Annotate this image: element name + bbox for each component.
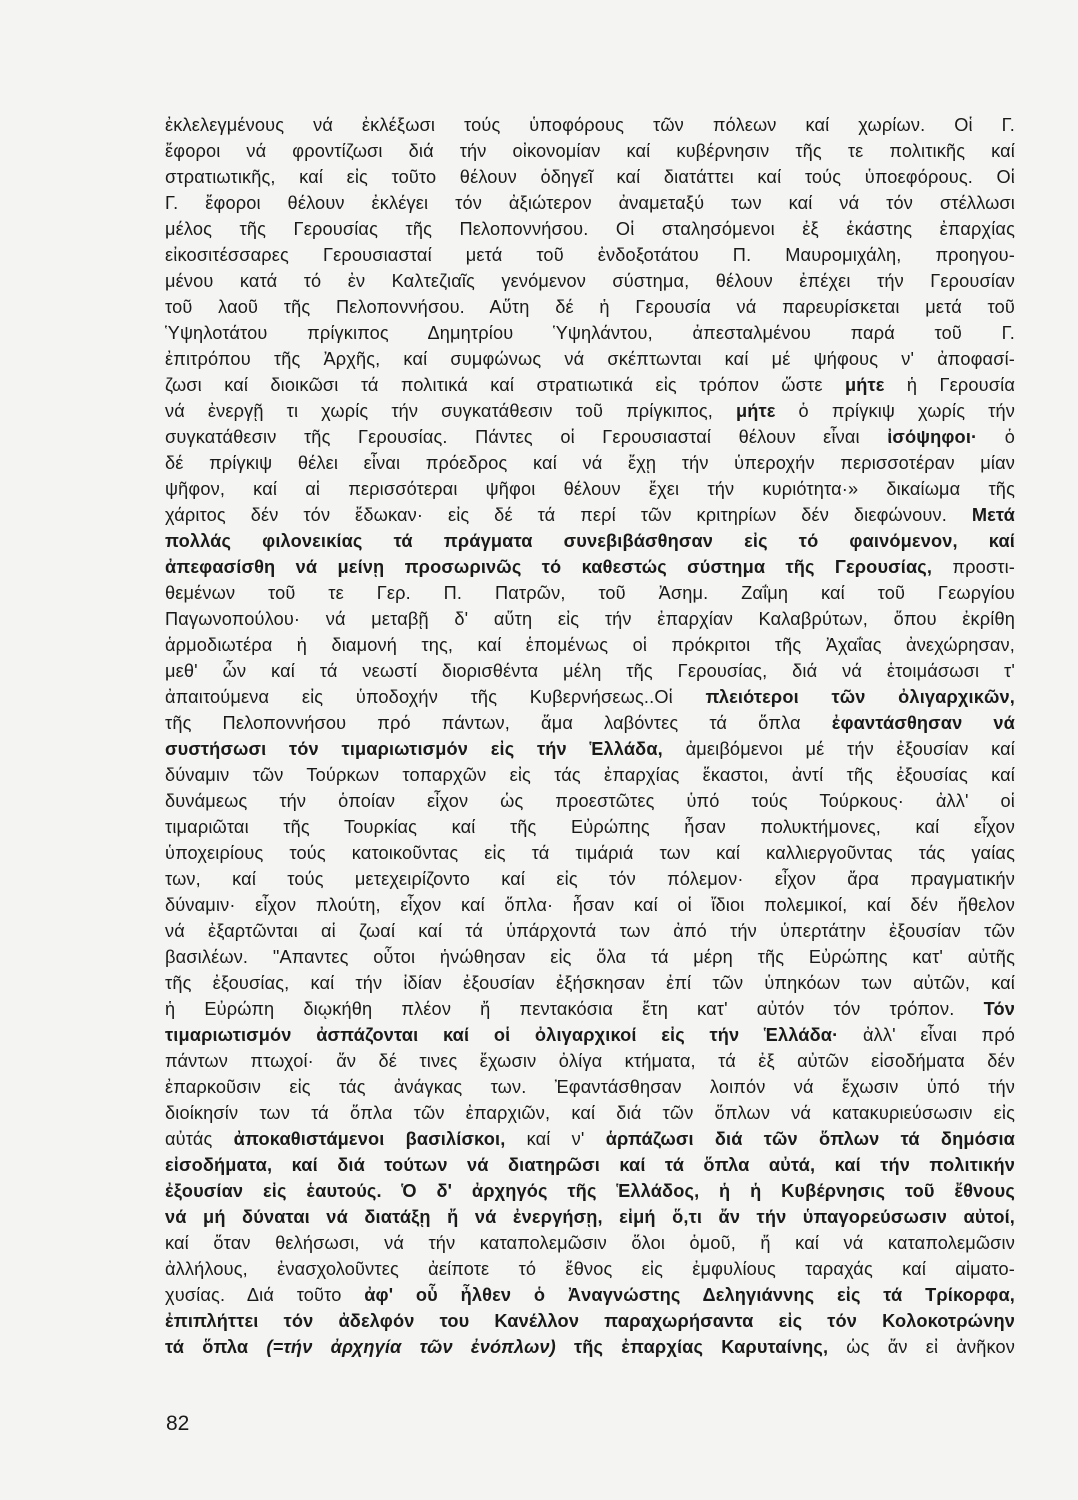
text-segment: τῆς Πελοποννήσου πρό πάντων, ἅμα λαβόντες τά ὅπλα	[165, 713, 832, 733]
bold-segment: μήτε	[844, 375, 885, 395]
text-segment: θεμένων τοῦ τε Γερ. Π. Πατρῶν, τοῦ Ἀσημ. Ζαΐμη καί τοῦ Γεωργίου	[165, 583, 1015, 603]
text-segment: ὁ	[977, 427, 1015, 447]
text-segment: ἡ Εὐρώπη διῳκήθη πλέον ἤ πεντακόσια ἔτη κατ' αὐτόν τόν τρόπον.	[165, 999, 984, 1019]
text-line	[165, 502, 1015, 528]
text-segment: ἀπαιτούμενα εἰς ὑποδοχήν τῆς Κυβερνήσεως..Οἱ	[165, 687, 706, 707]
bold-segment	[266, 1337, 556, 1357]
text-segment: δύναμιν· εἶχον πλούτη, εἶχον καί ὅπλα· ἦσαν καί οἱ ἴδιοι πολεμικοί, καί δέν ἤθελον	[165, 895, 1015, 915]
text-segment: ἁρμοδιωτέρα ἡ διαμονή της, καί ἑπομένως οἱ πρόκριτοι τῆς Ἀχαΐας ἀνεχώρησαν,	[165, 635, 1015, 655]
text-line	[165, 1178, 1015, 1204]
text-line	[165, 892, 1015, 918]
text-line	[165, 190, 1015, 216]
bold-segment: συστήσωσι τόν τιμαριωτισμόν εἰς τήν Ἑλλάδα,	[165, 739, 663, 759]
text-line	[165, 606, 1015, 632]
bold-segment: πλειότεροι τῶν ὀλιγαρχικῶν,	[705, 687, 1015, 707]
text-line	[165, 216, 1015, 242]
text-segment: ἐπιτρόπου τῆς Ἀρχῆς, καί συμφώνως νά σκέπτωνται καί μέ ψήφους ν' ἀποφασί-	[165, 349, 1015, 369]
bold-segment: νά μή δύναται νά διατάξῃ ἤ νά ἐνεργήσῃ, εἰμή ὅ,τι ἄν τήν ὑπαγορεύσωσιν αὐτοί,	[165, 1207, 1015, 1227]
text-segment: δυνάμεως τήν ὁποίαν εἶχον ὡς προεστῶτες ὑπό τούς Τούρκους· ἀλλ' οἱ	[165, 791, 1015, 811]
text-line	[165, 1074, 1015, 1100]
text-segment: ὡς ἄν εἰ ἀνῆκον	[828, 1337, 1015, 1357]
text-line	[165, 450, 1015, 476]
text-line	[165, 788, 1015, 814]
bold-segment: τῆς ἐπαρχίας Καρυταίνης,	[555, 1337, 829, 1357]
bold-segment: μήτε	[735, 401, 776, 421]
bold-segment: ἐπιπλήττει τόν ἀδελφόν του Κανέλλον παραχωρήσαντα εἰς τόν Κολοκοτρώνην	[165, 1311, 1015, 1331]
text-segment: των, καί τούς μετεχειρίζοντο καί εἰς τόν πόλεμον· εἶχον ἄρα πραγματικήν	[165, 869, 1015, 889]
text-segment: βασιλέων. "Απαντες οὗτοι ἡνώθησαν εἰς ὅλα τά μέρη τῆς Εὐρώπης κατ' αὐτῆς	[165, 947, 1015, 967]
text-segment: ἀλλ' εἶναι πρό	[838, 1025, 1015, 1045]
bold-segment: ἀποκαθιστάμενοι βασιλίσκοι,	[233, 1129, 506, 1149]
text-segment: καί ὅταν θελήσωσι, νά τήν καταπολεμῶσιν ὅλοι ὁμοῦ, ἤ καί νά καταπολεμῶσιν	[165, 1233, 1015, 1253]
text-line	[165, 1334, 1015, 1360]
text-segment: πάντων πτωχοί· ἄν δέ τινες ἔχωσιν ὀλίγα κτήματα, τά ἐξ αὐτῶν εἰσοδήματα δέν	[165, 1051, 1015, 1071]
bold-segment: πολλάς φιλονεικίας τά πράγματα συνεβιβάσθησαν εἰς τό φαινόμενον, καί	[165, 531, 1015, 551]
text-segment: προστι-	[932, 557, 1015, 577]
bold-segment: ἁρπάζωσι διά τῶν ὅπλων τά δημόσια	[605, 1129, 1015, 1149]
text-segment: διοίκησίν των τά ὅπλα τῶν ἐπαρχιῶν, καί διά τῶν ὅπλων νά κατακυριεύσωσιν εἰς	[165, 1103, 1015, 1123]
text-line	[165, 476, 1015, 502]
text-segment: τιμαριῶται τῆς Τουρκίας καί τῆς Εὐρώπης ἦσαν πολυκτήμονες, καί εἶχον	[165, 817, 1015, 837]
text-segment: μένου κατά τό ἐν Καλτεζιαῖς γενόμενον σύστημα, θέλουν ἐπέχει τήν Γερουσίαν	[165, 271, 1015, 291]
text-segment: ἀλλήλους, ἐνασχολοῦντες ἀείποτε τό ἔθνος εἰς ἐμφυλίους ταραχάς καί αἱματο-	[165, 1259, 1015, 1279]
text-line	[165, 866, 1015, 892]
text-segment: ὁ πρίγκιψ χωρίς τήν	[775, 401, 1015, 421]
text-line	[165, 372, 1015, 398]
text-line	[165, 320, 1015, 346]
text-line	[165, 242, 1015, 268]
text-segment: ζωσι καί διοικῶσι τά πολιτικά καί στρατιωτικά εἰς τρόπον ὥστε	[165, 375, 845, 395]
text-segment: χάριτος δέν τόν ἔδωκαν· εἰς δέ τά περί τῶν κριτηρίων δέν διεφώνουν.	[165, 505, 972, 525]
bold-segment: Τόν	[983, 999, 1015, 1019]
text-segment: ἔφοροι νά φροντίζωσι διά τήν οἰκονομίαν καί κυβέρνησιν τῆς τε πολιτικῆς καί	[165, 141, 1015, 161]
text-segment: τῆς ἐξουσίας, καί τήν ἰδίαν ἐξουσίαν ἐξήσκησαν ἐπί τῶν ὑπηκόων των αὐτῶν, καί	[165, 973, 1015, 993]
bold-segment: εἰσοδήματα, καί διά τούτων νά διατηρῶσι καί τά ὅπλα αὐτά, καί τήν πολιτικήν	[165, 1155, 1015, 1175]
text-segment: νά ἐνεργῇ τι χωρίς τήν συγκατάθεσιν τοῦ πρίγκιπος,	[165, 401, 736, 421]
text-segment: ψῆφον, καί αἱ περισσότεραι ψῆφοι θέλουν ἔχει τήν κυριότητα·» δικαίωμα τῆς	[165, 479, 1015, 499]
text-line	[165, 164, 1015, 190]
text-segment: δύναμιν τῶν Τούρκων τοπαρχῶν εἰς τάς ἐπαρχίας ἕκαστοι, ἀντί τῆς ἐξουσίας καί	[165, 765, 1015, 785]
text-line	[165, 294, 1015, 320]
bold-segment: τά ὅπλα	[165, 1337, 267, 1357]
text-line	[165, 1022, 1015, 1048]
text-segment: αὐτάς	[165, 1129, 234, 1149]
text-line	[165, 762, 1015, 788]
page-number: 82	[166, 1412, 190, 1435]
bold-segment: ἀφ' οὗ ἦλθεν ὁ Ἀναγνώστης Δεληγιάννης εἰς τά Τρίκορφα,	[364, 1285, 1015, 1305]
text-segment: εἰκοσιτέσσαρες Γερουσιασταί μετά τοῦ ἐνδοξοτάτου Π. Μαυρομιχάλη, προηγου-	[165, 245, 1015, 265]
text-line	[165, 918, 1015, 944]
text-segment: συγκατάθεσιν τῆς Γερουσίας. Πάντες οἱ Γερουσιασταί θέλουν εἶναι	[165, 427, 888, 447]
bold-segment: Μετά	[971, 505, 1015, 525]
text-line	[165, 1230, 1015, 1256]
text-segment: Γ. ἔφοροι θέλουν ἐκλέγει τόν ἀξιώτερον ἀναμεταξύ των καί νά τόν στέλλωσι	[165, 193, 1015, 213]
bold-segment: ἐφαντάσθησαν νά	[831, 713, 1015, 733]
text-line	[165, 684, 1015, 710]
text-line	[165, 840, 1015, 866]
text-segment: Παγωνοπούλου· νά μεταβῇ δ' αὕτη εἰς τήν ἐπαρχίαν Καλαβρύτων, ὅπου ἐκρίθη	[165, 609, 1015, 629]
text-line	[165, 1204, 1015, 1230]
text-line	[165, 970, 1015, 996]
bold-segment: τιμαριωτισμόν ἀσπάζονται καί οἱ ὀλιγαρχικοί εἰς τήν Ἑλλάδα·	[165, 1025, 839, 1045]
bold-segment: ἰσόψηφοι·	[887, 427, 978, 447]
text-line	[165, 996, 1015, 1022]
text-line	[165, 1308, 1015, 1334]
text-line	[165, 1282, 1015, 1308]
text-line	[165, 138, 1015, 164]
text-segment: ἀμειβόμενοι μέ τήν ἐξουσίαν καί	[662, 739, 1015, 759]
text-segment: τοῦ λαοῦ τῆς Πελοποννήσου. Αὕτη δέ ἡ Γερουσία νά παρευρίσκεται μετά τοῦ	[165, 297, 1015, 317]
text-segment: ἐπαρκοῦσιν εἰς τάς ἀνάγκας των. Ἐφαντάσθησαν λοιπόν νά ἔχωσιν ὑπό τήν	[165, 1077, 1015, 1097]
italic-bold-segment: (=τήν ἀρχηγία τῶν ἐνόπλων)	[266, 1337, 556, 1357]
text-line	[165, 424, 1015, 450]
text-segment: ἡ Γερουσία	[884, 375, 1015, 395]
text-line	[165, 112, 1015, 138]
text-line	[165, 528, 1015, 554]
text-segment: μεθ' ὧν καί τά νεωστί διορισθέντα μέλη τῆς Γερουσίας, διά νά ἑτοιμάσωσι τ'	[165, 661, 1015, 681]
text-segment: νά ἐξαρτῶνται αἱ ζωαί καί τά ὑπάρχοντά των ἀπό τήν ὑπερτάτην ἐξουσίαν τῶν	[165, 921, 1015, 941]
text-line	[165, 1100, 1015, 1126]
text-line	[165, 346, 1015, 372]
text-segment: ὑποχειρίους τούς κατοικοῦντας εἰς τά τιμάριά των καί καλλιεργοῦντας τάς γαίας	[165, 843, 1015, 863]
text-segment: δέ πρίγκιψ θέλει εἶναι πρόεδρος καί νά ἔχῃ τήν ὑπεροχήν περισσοτέραν μίαν	[165, 453, 1015, 473]
text-segment: στρατιωτικῆς, καί εἰς τοῦτο θέλουν ὁδηγεῖ καί διατάττει καί τούς ὑποεφόρους. Οἱ	[165, 167, 1015, 187]
bold-segment: ἀπεφασίσθη νά μείνῃ προσωρινῶς τό καθεστώς σύστημα τῆς Γερουσίας,	[165, 557, 933, 577]
text-segment: καί ν'	[505, 1129, 606, 1149]
text-line	[165, 658, 1015, 684]
text-line	[165, 710, 1015, 736]
text-line	[165, 398, 1015, 424]
text-line	[165, 1256, 1015, 1282]
text-line	[165, 580, 1015, 606]
text-segment: χυσίας. Διά τοῦτο	[165, 1285, 365, 1305]
bold-segment: ἐξουσίαν εἰς ἑαυτούς. Ὁ δ' ἀρχηγός τῆς Ἑλλάδος, ἡ ἡ Κυβέρνησις τοῦ ἔθνους	[165, 1181, 1015, 1201]
text-line	[165, 814, 1015, 840]
text-line	[165, 1048, 1015, 1074]
text-line	[165, 1152, 1015, 1178]
text-segment: Ὑψηλοτάτου πρίγκιπος Δημητρίου Ὑψηλάντου, ἀπεσταλμένου παρά τοῦ Γ.	[165, 323, 1015, 343]
page-text-block	[165, 112, 1015, 1360]
text-line	[165, 944, 1015, 970]
text-line	[165, 1126, 1015, 1152]
text-segment: μέλος τῆς Γερουσίας τῆς Πελοποννήσου. Οἱ σταλησόμενοι ἐξ ἑκάστης ἐπαρχίας	[165, 219, 1015, 239]
text-segment: ἐκλελεγμένους νά ἐκλέξωσι τούς ὑποφόρους τῶν πόλεων καί χωρίων. Οἱ Γ.	[165, 115, 1015, 135]
text-line	[165, 736, 1015, 762]
text-line	[165, 268, 1015, 294]
text-line	[165, 632, 1015, 658]
text-line	[165, 554, 1015, 580]
